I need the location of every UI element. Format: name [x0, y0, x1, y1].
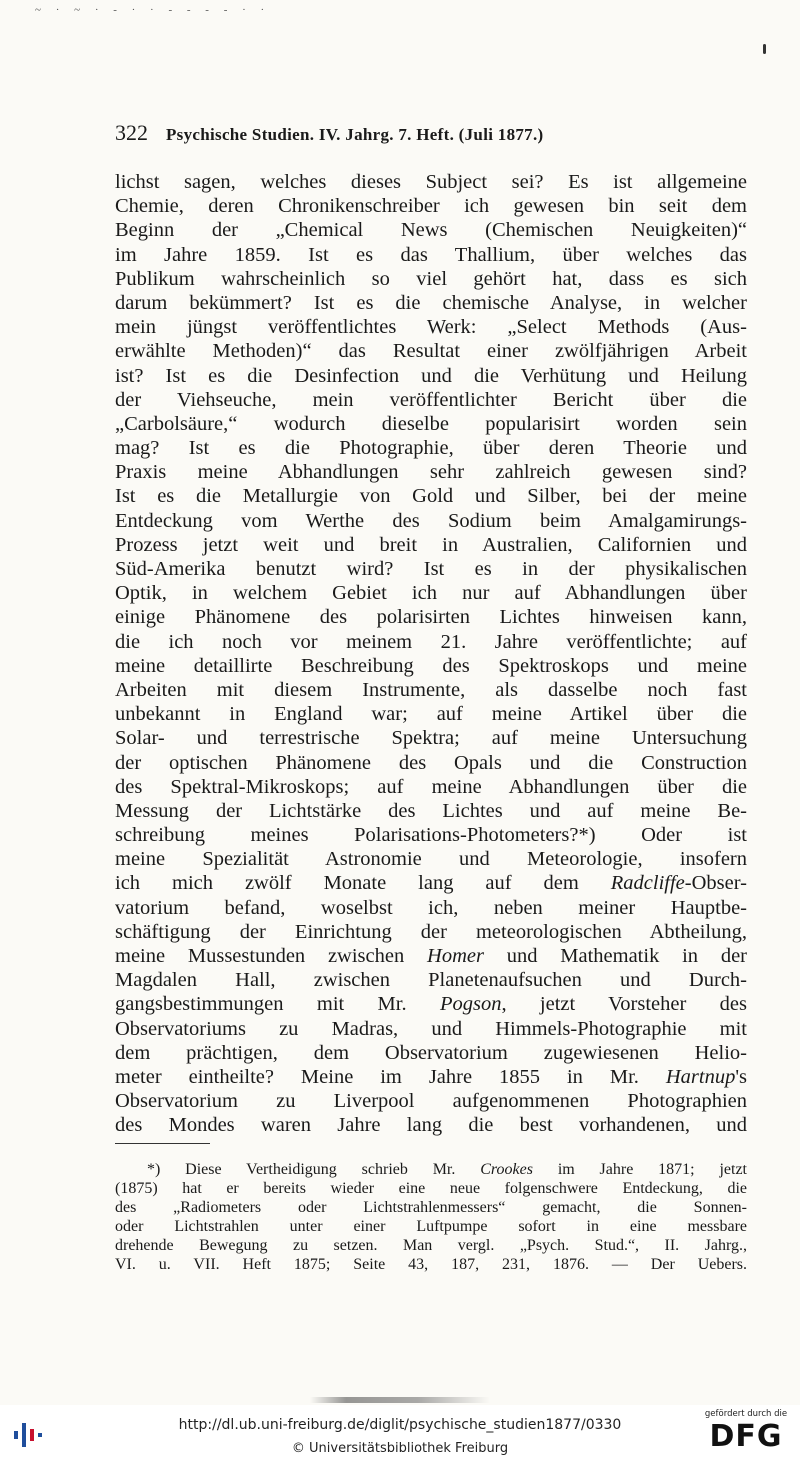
- text-line: der optischen Phänomene des Opals und die Construction: [115, 751, 747, 774]
- text-line: meine detaillirte Beschreibung des Spektroskops und meine: [115, 654, 747, 677]
- text-line: Entdeckung vom Werthe des Sodium beim Amalgamirungs-: [115, 509, 747, 532]
- text-line: gangsbestimmungen mit Mr. Pogson, jetzt Vorsteher des: [115, 993, 747, 1016]
- footnote-rule: [115, 1143, 210, 1144]
- text-line: Optik, in welchem Gebiet ich nur auf Abhandlungen über: [115, 582, 747, 605]
- text-line: meine Spezialität Astronomie und Meteorologie, insofern: [115, 848, 747, 871]
- footnote-line: (1875) hat er bereits wieder eine neue folgenschwere Entdeckung, die: [115, 1180, 747, 1197]
- stray-ink-mark: [763, 44, 766, 54]
- footnote-line: VI. u. VII. Heft 1875; Seite 43, 187, 231, 1876. — Der Uebers.: [115, 1256, 747, 1273]
- text-line: vatorium befand, woselbst ich, neben meiner Hauptbe-: [115, 896, 747, 919]
- scan-smudge: [310, 1397, 490, 1403]
- text-line: Chemie, deren Chronikenschreiber ich gewesen bin seit dem: [115, 195, 747, 218]
- footnote-line: oder Lichtstrahlen unter einer Luftpumpe sofort in eine messbare: [115, 1218, 747, 1235]
- text-line: Prozess jetzt weit und breit in Australien, Californien und: [115, 533, 747, 556]
- text-line: des Spektral-Mikroskops; auf meine Abhandlungen über die: [115, 775, 747, 798]
- page-number: 322: [115, 120, 148, 145]
- text-line: darum bekümmert? Ist es die chemische Analyse, in welcher: [115, 291, 747, 314]
- text-line: „Carbolsäure,“ wodurch dieselbe popularisirt worden sein: [115, 412, 747, 435]
- footnote-line: des „Radiometers oder Lichtstrahlenmessers“ gemacht, die Sonnen-: [115, 1199, 747, 1216]
- text-line: unbekannt in England war; auf meine Artikel über die: [115, 703, 747, 726]
- text-line: erwählte Methoden)“ das Resultat einer zwölfjährigen Arbeit: [115, 340, 747, 363]
- dfg-logo-icon: DFG: [709, 1419, 783, 1454]
- text-line: mag? Ist es die Photographie, über deren Theorie und: [115, 437, 747, 460]
- running-head: Psychische Studien. IV. Jahrg. 7. Heft. (Juli 1877.): [166, 125, 544, 144]
- text-line: der Viehseuche, mein veröffentlichter Bericht über die: [115, 388, 747, 411]
- copyright-notice: © Universitätsbibliothek Freiburg: [291, 1441, 509, 1456]
- text-line: Observatoriums zu Madras, und Himmels-Photographie mit: [115, 1017, 747, 1040]
- text-line: Publikum wahrscheinlich so viel gehört hat, dass es sich: [115, 267, 747, 290]
- text-line: die ich noch vor meinem 21. Jahre veröffentlichte; auf: [115, 630, 747, 653]
- text-line: Arbeiten mit diesem Instrumente, als dasselbe noch fast: [115, 678, 747, 701]
- text-line: einige Phänomene des polarisirten Lichtes hinweisen kann,: [115, 606, 747, 629]
- scan-artifact-marks: ~ · ~ · - · · - - - - · ·: [35, 4, 271, 16]
- text-line: ich mich zwölf Monate lang auf dem Radcliffe-Obser-: [115, 872, 747, 895]
- viewer-footer: [0, 1405, 800, 1465]
- text-line: Beginn der „Chemical News (Chemischen Neuigkeiten)“: [115, 219, 747, 242]
- text-line: ist? Ist es die Desinfection und die Verhütung und Heilung: [115, 364, 747, 387]
- funder-label: gefördert durch die: [704, 1409, 788, 1419]
- footnote-line: *) Diese Vertheidigung schrieb Mr. Crookes im Jahre 1871; jetzt: [147, 1161, 747, 1178]
- footnote: [115, 1160, 747, 1274]
- text-line: Praxis meine Abhandlungen sehr zahlreich gewesen sind?: [115, 461, 747, 484]
- text-line: Magdalen Hall, zwischen Planetenaufsuchen und Durch-: [115, 969, 747, 992]
- text-line: lichst sagen, welches dieses Subject sei? Es ist allgemeine: [115, 171, 747, 193]
- body-text: [115, 170, 747, 1138]
- source-url-link[interactable]: http://dl.ub.uni-freiburg.de/diglit/psychische_studien1877/0330: [178, 1417, 622, 1433]
- text-line: mein jüngst veröffentlichtes Werk: „Select Methods (Aus-: [115, 316, 747, 339]
- text-line: Ist es die Metallurgie von Gold und Silber, bei der meine: [115, 485, 747, 508]
- funder-logo: [700, 1409, 792, 1463]
- text-line: dem prächtigen, dem Observatorium zugewiesenen Helio-: [115, 1041, 747, 1064]
- footnote-line: drehende Bewegung zu setzen. Man vergl. „Psych. Stud.“, II. Jahrg.,: [115, 1237, 747, 1254]
- text-line: Messung der Lichtstärke des Lichtes und auf meine Be-: [115, 799, 747, 822]
- text-line: Observatorium zu Liverpool aufgenommenen Photographien: [115, 1090, 747, 1113]
- page-header: [115, 120, 755, 150]
- text-line: schreibung meines Polarisations-Photometers?*) Oder ist: [115, 824, 747, 847]
- text-line: des Mondes waren Jahre lang die best vorhandenen, und: [115, 1114, 747, 1137]
- text-line: meter eintheilte? Meine im Jahre 1855 in Mr. Hartnup's: [115, 1065, 747, 1088]
- text-line: meine Mussestunden zwischen Homer und Mathematik in der: [115, 945, 747, 967]
- text-line: Solar- und terrestrische Spektra; auf meine Untersuchung: [115, 727, 747, 750]
- text-line: schäftigung der Einrichtung der meteorologischen Abtheilung,: [115, 920, 747, 943]
- text-line: Süd-Amerika benutzt wird? Ist es in der physikalischen: [115, 558, 747, 580]
- text-line: im Jahre 1859. Ist es das Thallium, über welches das: [115, 243, 747, 266]
